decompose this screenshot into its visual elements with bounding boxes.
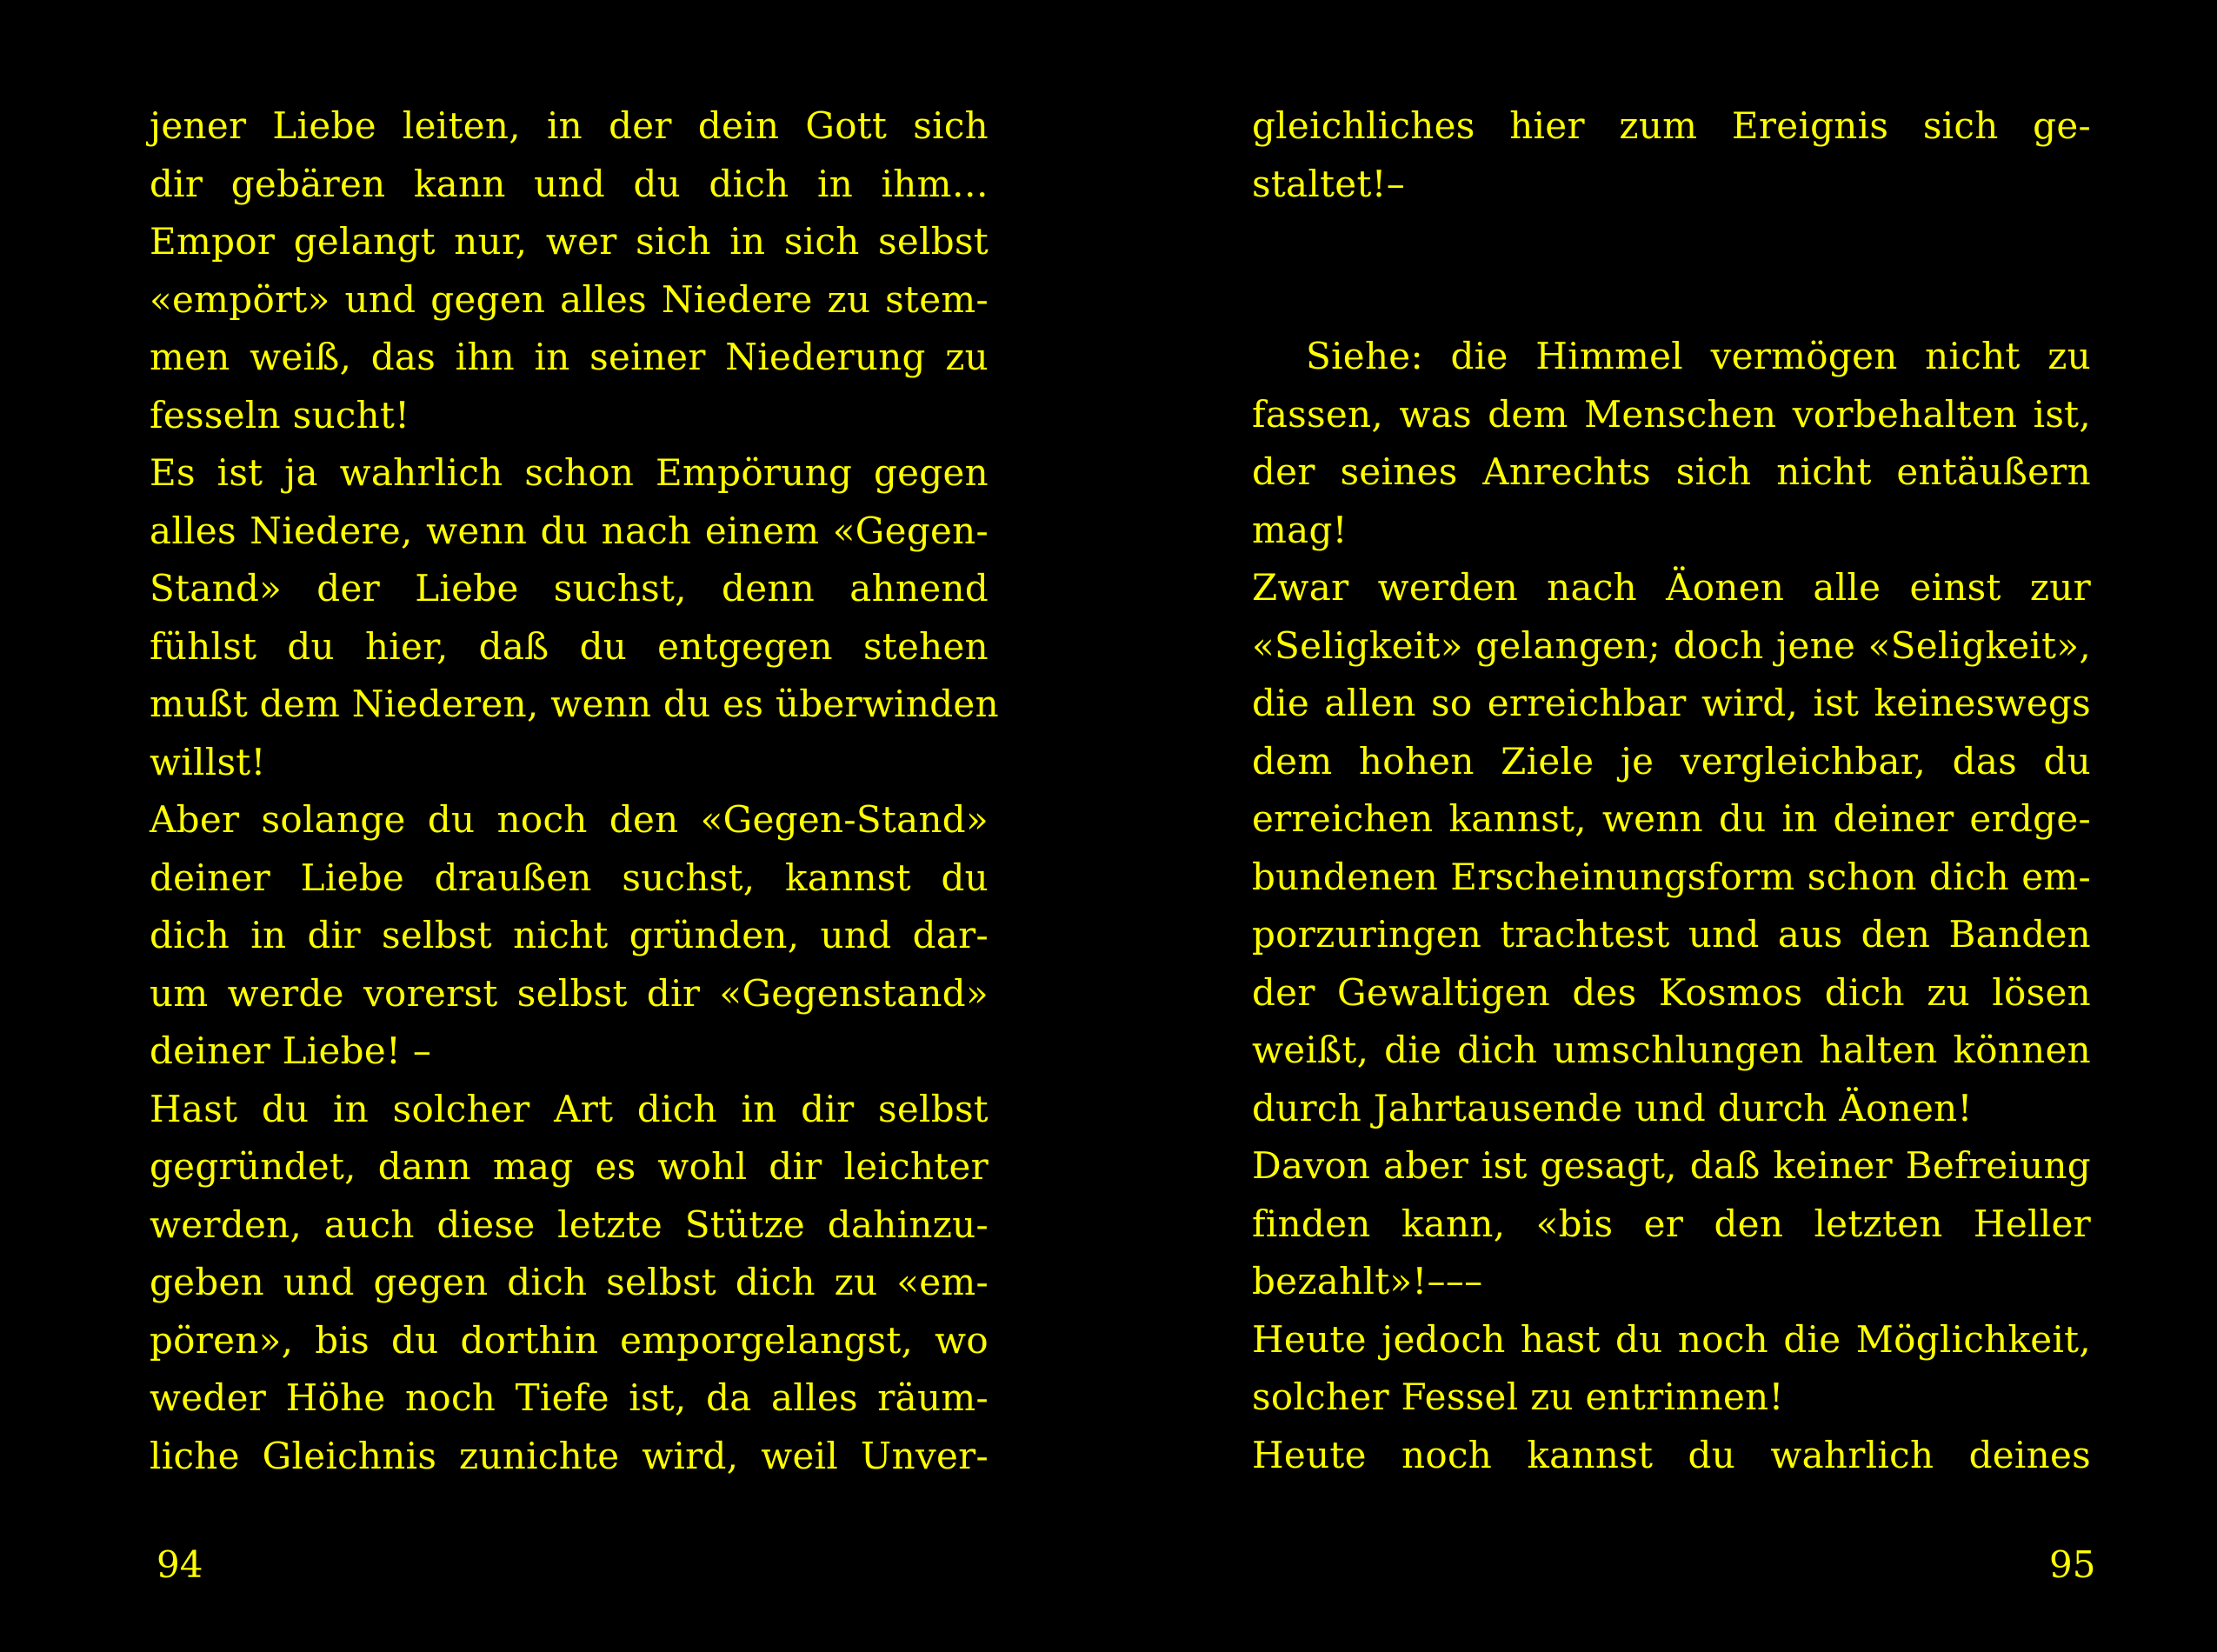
- right-page: [1108, 0, 2217, 1652]
- text-line: staltet!–: [1252, 162, 1406, 205]
- text-line: men weiß, das ihn in seiner Niederung zu: [150, 336, 989, 378]
- text-line: Siehe: die Himmel vermögen nicht zu: [1306, 335, 2091, 377]
- text-line: fühlst du hier, daß du entgegen stehen: [150, 624, 989, 668]
- text-line: Stand» der Liebe suchst, denn ahnend: [150, 567, 989, 610]
- text-line: solcher Fessel zu entrinnen!: [1252, 1376, 1784, 1418]
- text-line: «Seligkeit» gelangen; doch jene «Seligkeit»,: [1252, 623, 2091, 667]
- text-line: der seines Anrechts sich nicht entäußern: [1252, 450, 2091, 493]
- text-line: der Gewaltigen des Kosmos dich zu lösen: [1252, 970, 2091, 1014]
- text-line: Zwar werden nach Äonen alle einst zur: [1252, 566, 2091, 609]
- text-line: um werde vorerst selbst dir «Gegenstand»: [150, 971, 989, 1015]
- text-line: geben und gegen dich selbst dich zu «em-: [150, 1261, 989, 1303]
- text-line: dem hohen Ziele je vergleichbar, das du: [1252, 739, 2091, 783]
- text-line: die allen so erreichbar wird, ist keineswegs: [1252, 682, 2091, 724]
- text-line: deiner Liebe! –: [150, 1029, 432, 1072]
- text-line: bundenen Erscheinungsform schon dich em-: [1252, 855, 2091, 898]
- text-line: Heute noch kannst du wahrlich deines: [1252, 1433, 2091, 1476]
- text-line: erreichen kannst, wenn du in deiner erdge-: [1252, 797, 2091, 840]
- text-line: weder Höhe noch Tiefe ist, da alles räum-: [150, 1376, 989, 1419]
- text-line: werden, auch diese letzte Stütze dahinzu-: [150, 1202, 989, 1246]
- text-line: jener Liebe leiten, in der dein Gott sich: [150, 104, 989, 147]
- text-line: gegründet, dann mag es wohl dir leichter: [150, 1145, 989, 1188]
- text-line: fassen, was dem Menschen vorbehalten ist,: [1252, 392, 2091, 436]
- section-break: [1252, 213, 2091, 328]
- text-line: mußt dem Niederen, wenn du es überwinden: [150, 683, 999, 725]
- right-page-text: [1252, 97, 2091, 1484]
- text-line: Hast du in solcher Art dich in dir selbst: [150, 1087, 989, 1130]
- text-line: gleichliches hier zum Ereignis sich ge-: [1252, 104, 2091, 147]
- text-line: liche Gleichnis zunichte wird, weil Unver-: [150, 1434, 989, 1477]
- text-line: willst!: [150, 740, 266, 783]
- text-line: fesseln sucht!: [150, 393, 410, 436]
- text-line: weißt, die dich umschlungen halten können: [1252, 1029, 2091, 1071]
- text-line: Es ist ja wahrlich schon Empörung gegen: [150, 451, 989, 494]
- text-line: Aber solange du noch den «Gegen-Stand»: [150, 798, 989, 841]
- text-line: finden kann, «bis er den letzten Heller: [1252, 1202, 2091, 1245]
- text-line: Empor gelangt nur, wer sich in sich selbst: [150, 220, 989, 263]
- text-line: Heute jedoch hast du noch die Möglichkeit,: [1252, 1317, 2091, 1361]
- page-number: 94: [156, 1543, 203, 1586]
- text-line: Davon aber ist gesagt, daß keiner Befreiung: [1252, 1144, 2091, 1187]
- text-line: alles Niedere, wenn du nach einem «Gegen-: [150, 509, 989, 552]
- page-number: 95: [2049, 1543, 2096, 1586]
- text-line: durch Jahrtausende und durch Äonen!: [1252, 1086, 1973, 1129]
- text-line: porzuringen trachtest und aus den Banden: [1252, 913, 2091, 956]
- text-line: dir gebären kann und du dich in ihm…: [150, 162, 989, 205]
- text-line: bezahlt»!–––: [1252, 1260, 1483, 1302]
- text-line: «empört» und gegen alles Niedere zu stem-: [150, 277, 989, 321]
- text-line: mag!: [1252, 508, 1348, 551]
- left-page-text: [150, 97, 999, 1485]
- text-line: pören», bis du dorthin emporgelangst, wo: [150, 1318, 989, 1362]
- text-line: dich in dir selbst nicht gründen, und dar-: [150, 914, 989, 956]
- left-page: [0, 0, 1108, 1652]
- text-line: deiner Liebe draußen suchst, kannst du: [150, 856, 989, 899]
